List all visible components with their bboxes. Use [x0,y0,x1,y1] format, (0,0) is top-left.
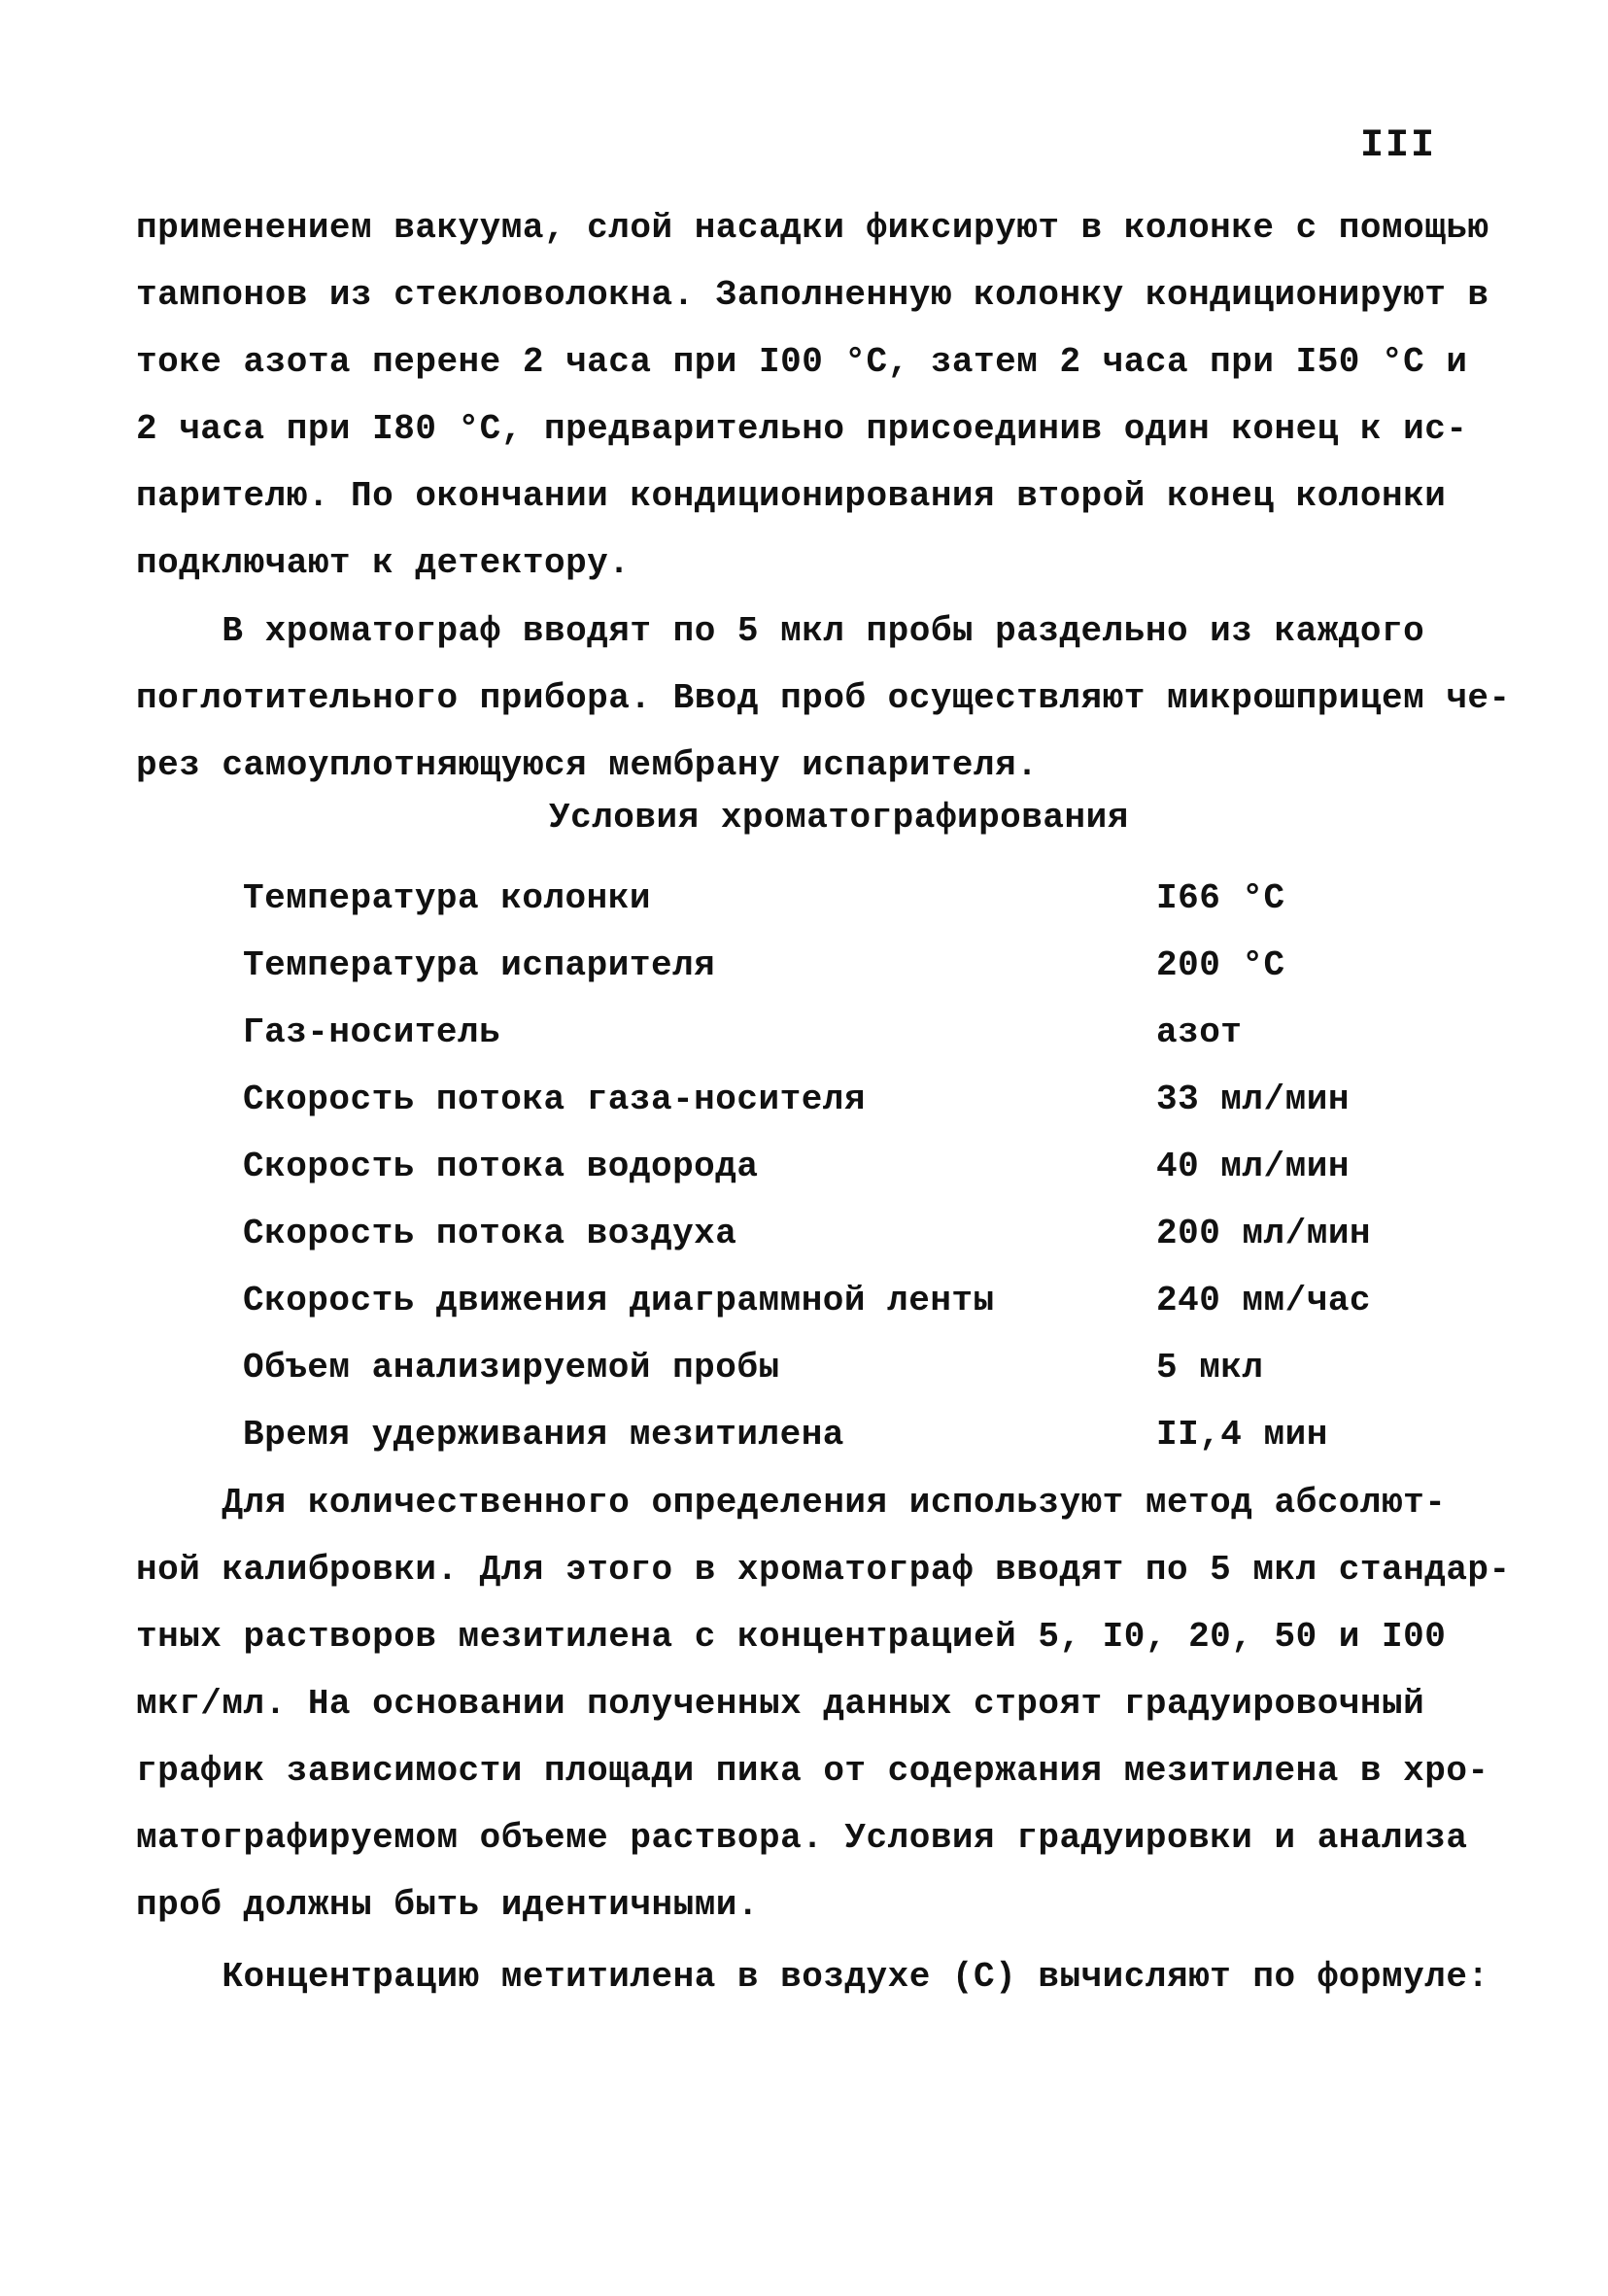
condition-param: Время удерживания мезитилена [243,1415,844,1455]
condition-value: 33 мл/мин [1156,1079,1350,1119]
condition-param: Скорость потока водорода [243,1147,759,1186]
condition-row [243,932,1360,999]
condition-row [243,1334,1360,1401]
text-line: поглотительного прибора. Ввод проб осуществляют микрошприцем че- [136,678,1511,718]
text-line: мкг/мл. На основании полученных данных строят градуировочный [136,1684,1425,1724]
condition-param: Скорость потока воздуха [243,1214,737,1253]
text-line: 2 часа при I80 °С, предварительно присоединив один конец к ис- [136,409,1468,449]
condition-param: Скорость потока газа-носителя [243,1079,867,1119]
condition-value: 200 мл/мин [1156,1214,1372,1253]
condition-value: I66 °С [1156,878,1285,918]
condition-value: 40 мл/мин [1156,1147,1350,1186]
conditions-title: Условия хроматографирования [549,798,1129,838]
condition-row [243,1133,1360,1200]
condition-param: Температура колонки [243,878,651,918]
text-line: Для количественного определения используют метод абсолют- [136,1483,1447,1523]
condition-param: Температура испарителя [243,945,716,985]
condition-value: II,4 мин [1156,1415,1328,1455]
condition-value: азот [1156,1012,1243,1052]
text-line: применением вакуума, слой насадки фиксируют в колонке с помощью [136,208,1489,248]
text-line: матографируемом объеме раствора. Условия градуировки и анализа [136,1818,1468,1858]
condition-row [243,1066,1360,1133]
paragraph-calibration [136,1469,1511,1938]
text-line: тампонов из стекловолокна. Заполненную колонку кондиционируют в [136,275,1489,315]
text-line: график зависимости площади пика от содержания мезитилена в хро- [136,1751,1489,1791]
paragraph-conditioning [136,194,1489,597]
page-number: III [1360,124,1437,168]
text-line: проб должны быть идентичными. [136,1885,760,1925]
condition-row [243,1200,1372,1267]
condition-row [243,865,1360,932]
condition-value: 200 °С [1156,945,1285,985]
paragraph-sample-injection [136,598,1511,799]
text-line: токе азота перене 2 часа при I00 °С, затем 2 часа при I50 °С и [136,342,1468,382]
text-line: рез самоуплотняющуюся мембрану испарителя. [136,745,1039,785]
paragraph-formula-intro [136,1943,1489,2010]
condition-param: Скорость движения диаграммной ленты [243,1281,995,1320]
condition-row [243,1267,1372,1334]
condition-row [243,999,1360,1066]
text-line: подключают к детектору. [136,543,631,583]
chromatography-conditions-list [243,865,1372,1468]
condition-param: Газ-носитель [243,1012,501,1052]
condition-value: 5 мкл [1156,1348,1264,1388]
text-line: тных растворов мезитилена с концентрацией 5, I0, 20, 50 и I00 [136,1617,1447,1657]
text-line: В хроматограф вводят по 5 мкл пробы раздельно из каждого [136,611,1425,651]
text-line: Концентрацию метитилена в воздухе (С) вычисляют по формуле: [136,1957,1489,1997]
text-line: парителю. По окончании кондиционирования второй конец колонки [136,476,1447,516]
condition-row [243,1401,1360,1468]
text-line: ной калибровки. Для этого в хроматограф вводят по 5 мкл стандар- [136,1550,1511,1590]
condition-param: Объем анализируемой пробы [243,1348,780,1388]
condition-value: 240 мм/час [1156,1281,1372,1320]
